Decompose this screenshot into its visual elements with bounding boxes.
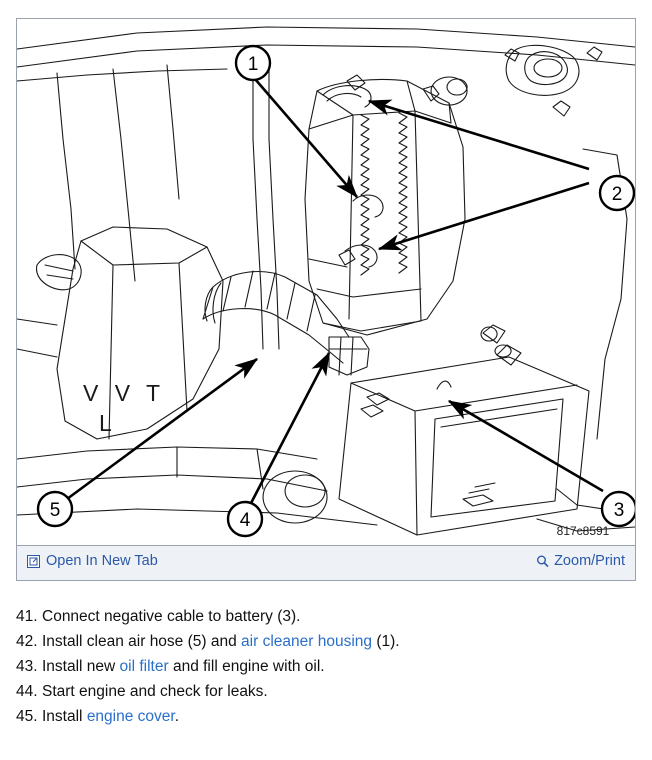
figure-toolbar: [17, 545, 635, 580]
step-link[interactable]: engine cover: [86, 708, 175, 725]
step-text: [42, 608, 300, 625]
step-item: [16, 679, 636, 704]
step-number: 44.: [16, 683, 38, 700]
step-item: [16, 654, 636, 679]
magnifier-icon: [536, 555, 549, 568]
step-text-fragment: Connect negative cable to battery (3).: [42, 608, 301, 625]
open-in-new-tab-icon: [27, 555, 40, 568]
step-text-fragment: Install clean air hose (5) and: [42, 633, 242, 650]
open-in-new-tab-button[interactable]: [27, 553, 158, 569]
open-in-new-tab-label: Open In New Tab: [46, 553, 158, 569]
step-link[interactable]: air cleaner housing: [241, 633, 373, 650]
figure-image: [17, 19, 635, 546]
zoom-print-label: Zoom/Print: [554, 553, 625, 569]
step-number: 45.: [16, 708, 38, 725]
step-text-fragment: Install new: [42, 658, 120, 675]
figure-panel: [16, 18, 636, 581]
step-item: [16, 604, 636, 629]
svg-text:5: 5: [49, 500, 61, 521]
zoom-print-button[interactable]: [536, 553, 625, 569]
procedure-steps-list: [16, 604, 636, 729]
svg-text:2: 2: [611, 184, 623, 205]
svg-text:3: 3: [613, 500, 625, 521]
step-number: 41.: [16, 608, 38, 625]
svg-text:1: 1: [247, 54, 259, 75]
step-text: [42, 633, 400, 650]
step-text: [42, 683, 268, 700]
step-text: [42, 708, 179, 725]
step-number: 43.: [16, 658, 38, 675]
svg-text:V V T: V V T: [83, 380, 166, 406]
step-text-fragment: .: [174, 708, 180, 725]
step-number: 42.: [16, 633, 38, 650]
svg-text:L: L: [99, 410, 112, 436]
step-text-fragment: (1).: [372, 633, 400, 650]
svg-text:4: 4: [239, 510, 251, 531]
step-text-fragment: and fill engine with oil.: [168, 658, 325, 675]
step-text: [42, 658, 325, 675]
step-item: [16, 629, 636, 654]
step-item: [16, 704, 636, 729]
step-text-fragment: Install: [42, 708, 87, 725]
step-text-fragment: Start engine and check for leaks.: [42, 683, 268, 700]
figure-id-label: 817c8591: [556, 524, 610, 538]
step-link[interactable]: oil filter: [119, 658, 169, 675]
